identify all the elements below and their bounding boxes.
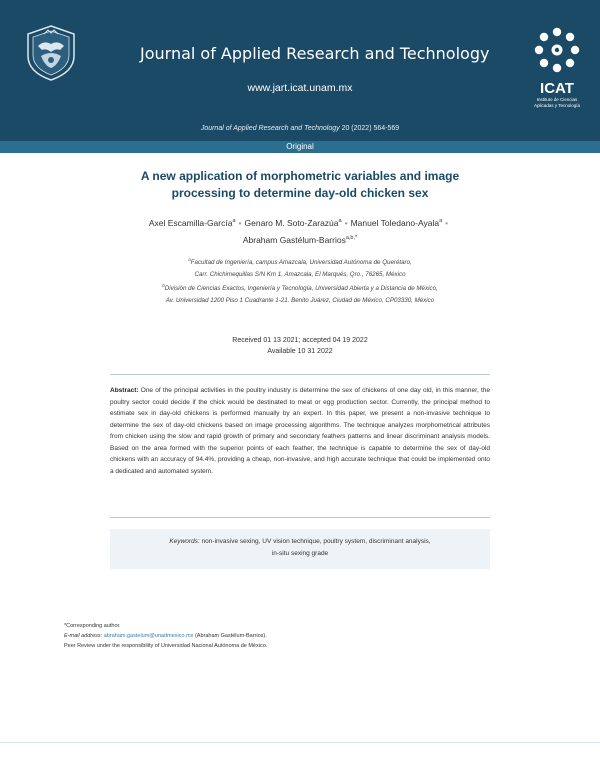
citation-line xyxy=(0,125,600,132)
author-separator: • xyxy=(445,217,449,228)
icat-logo xyxy=(524,24,590,106)
author-sup: a xyxy=(338,218,342,224)
journal-url[interactable]: www.jart.icat.unam.mx xyxy=(247,82,353,94)
keywords-line-1: non-invasive sexing, UV vision technique, poultry system, discriminant analysis, xyxy=(201,538,431,545)
author-list xyxy=(110,214,490,248)
keywords xyxy=(120,536,480,559)
author-sup: a,b,* xyxy=(345,234,358,241)
corresponding-author-note: *Corresponding author. xyxy=(64,623,121,629)
author-separator: • xyxy=(344,217,348,228)
affiliations xyxy=(90,254,510,306)
abstract-top-divider xyxy=(110,374,490,375)
affiliation-b-line-2: Av. Universidad 1200 Piso 1 Cuadrante 1-21. Benito Juárez, Ciudad de México, CP03330, México xyxy=(165,296,435,304)
footnotes xyxy=(64,621,524,651)
author-name: Axel Escamilla-García xyxy=(148,217,233,228)
author-sup: a xyxy=(439,218,443,224)
keywords-label: Keywords: xyxy=(169,538,200,545)
peer-review-note: Peer Review under the responsibility of Universidad Nacional Autónoma de México. xyxy=(64,643,268,649)
article-title xyxy=(100,168,500,202)
icat-subtitle-2: Aplicadas y Tecnología xyxy=(534,103,580,108)
available-online: Available 10 31 2022 xyxy=(267,348,333,355)
author-name: Abraham Gastélum-Barrios xyxy=(242,234,346,245)
abstract xyxy=(110,385,490,477)
author-name: Genaro M. Soto-Zarazúa xyxy=(244,217,339,228)
icat-label: ICAT xyxy=(540,80,574,97)
citation-journal: Journal of Applied Research and Technology xyxy=(200,125,340,132)
title-line-2: processing to determine day-old chicken sex xyxy=(171,186,429,200)
keywords-line-2: in-situ sexing grade xyxy=(271,549,329,557)
email-owner: (Abraham Gastélum-Barrios). xyxy=(194,633,267,639)
journal-header xyxy=(0,0,600,141)
article-type-bar: Original xyxy=(0,141,600,153)
journal-title: Journal of Applied Research and Technology xyxy=(140,44,490,63)
icat-emblem-icon xyxy=(524,24,590,76)
title-line-1: A new application of morphometric variables and image xyxy=(140,169,460,183)
author-separator: • xyxy=(238,217,242,228)
affiliation-a-line-2: Carr. Chichimequillas S/N Km 1, Amazcala, El Marqués, Qro., 76265, México xyxy=(194,270,406,278)
received-accepted: Received 01 13 2021; accepted 04 19 2022 xyxy=(232,337,368,344)
unam-crest-logo xyxy=(24,24,78,82)
abstract-bottom-divider xyxy=(110,517,490,518)
author-name: Manuel Toledano-Ayala xyxy=(350,217,440,228)
abstract-label: Abstract: xyxy=(110,387,139,394)
icat-subtitle-1: Instituto de Ciencias xyxy=(536,97,578,102)
article-dates xyxy=(0,335,600,357)
affiliation-a-line-1: $^a$Facultad de Ingeniería, campus Amazcala, Universidad Autónoma de Querétaro, xyxy=(188,257,412,267)
email-link[interactable]: abraham.gastelum@unadmexico.mx xyxy=(103,633,194,639)
abstract-text: One of the principal activities in the poultry industry is determine the sex of chickens of one day old, in this manner, the poultry sector could decide if the chick would be destinated to meat or egg production sector. Currently, the principal method to estimate sex in day-old chickens is performed manually by an expert. In this paper, we present a non-invasive technique to determine the sex of day-old chickens based on image processing algorithms. The technique analyzes morphometrical attributes from chicken using the slow and rapid growth of primary and secondary feathers patterns and linear discriminant analysis models. Based on the area formed with the superior points of each feather, the technique is capable to determine the sex of day-old chickens with an accuracy of 94.4%, providing a cheap, non-invasive, and high accurate technique that could be implemented onto a dedicated and automated system. xyxy=(110,387,490,475)
author-sup: a xyxy=(232,218,236,224)
affiliation-b-line-1: $^b$División de Ciencias Exactos, Ingeniería y Tecnología, Universidad Abierta y a Distancia de México, xyxy=(162,283,438,293)
page-bottom-rule xyxy=(0,742,600,743)
citation-pages: 20 (2022) 564-569 xyxy=(341,125,400,132)
email-note xyxy=(64,631,524,641)
email-label: E-mail address: xyxy=(64,633,103,639)
